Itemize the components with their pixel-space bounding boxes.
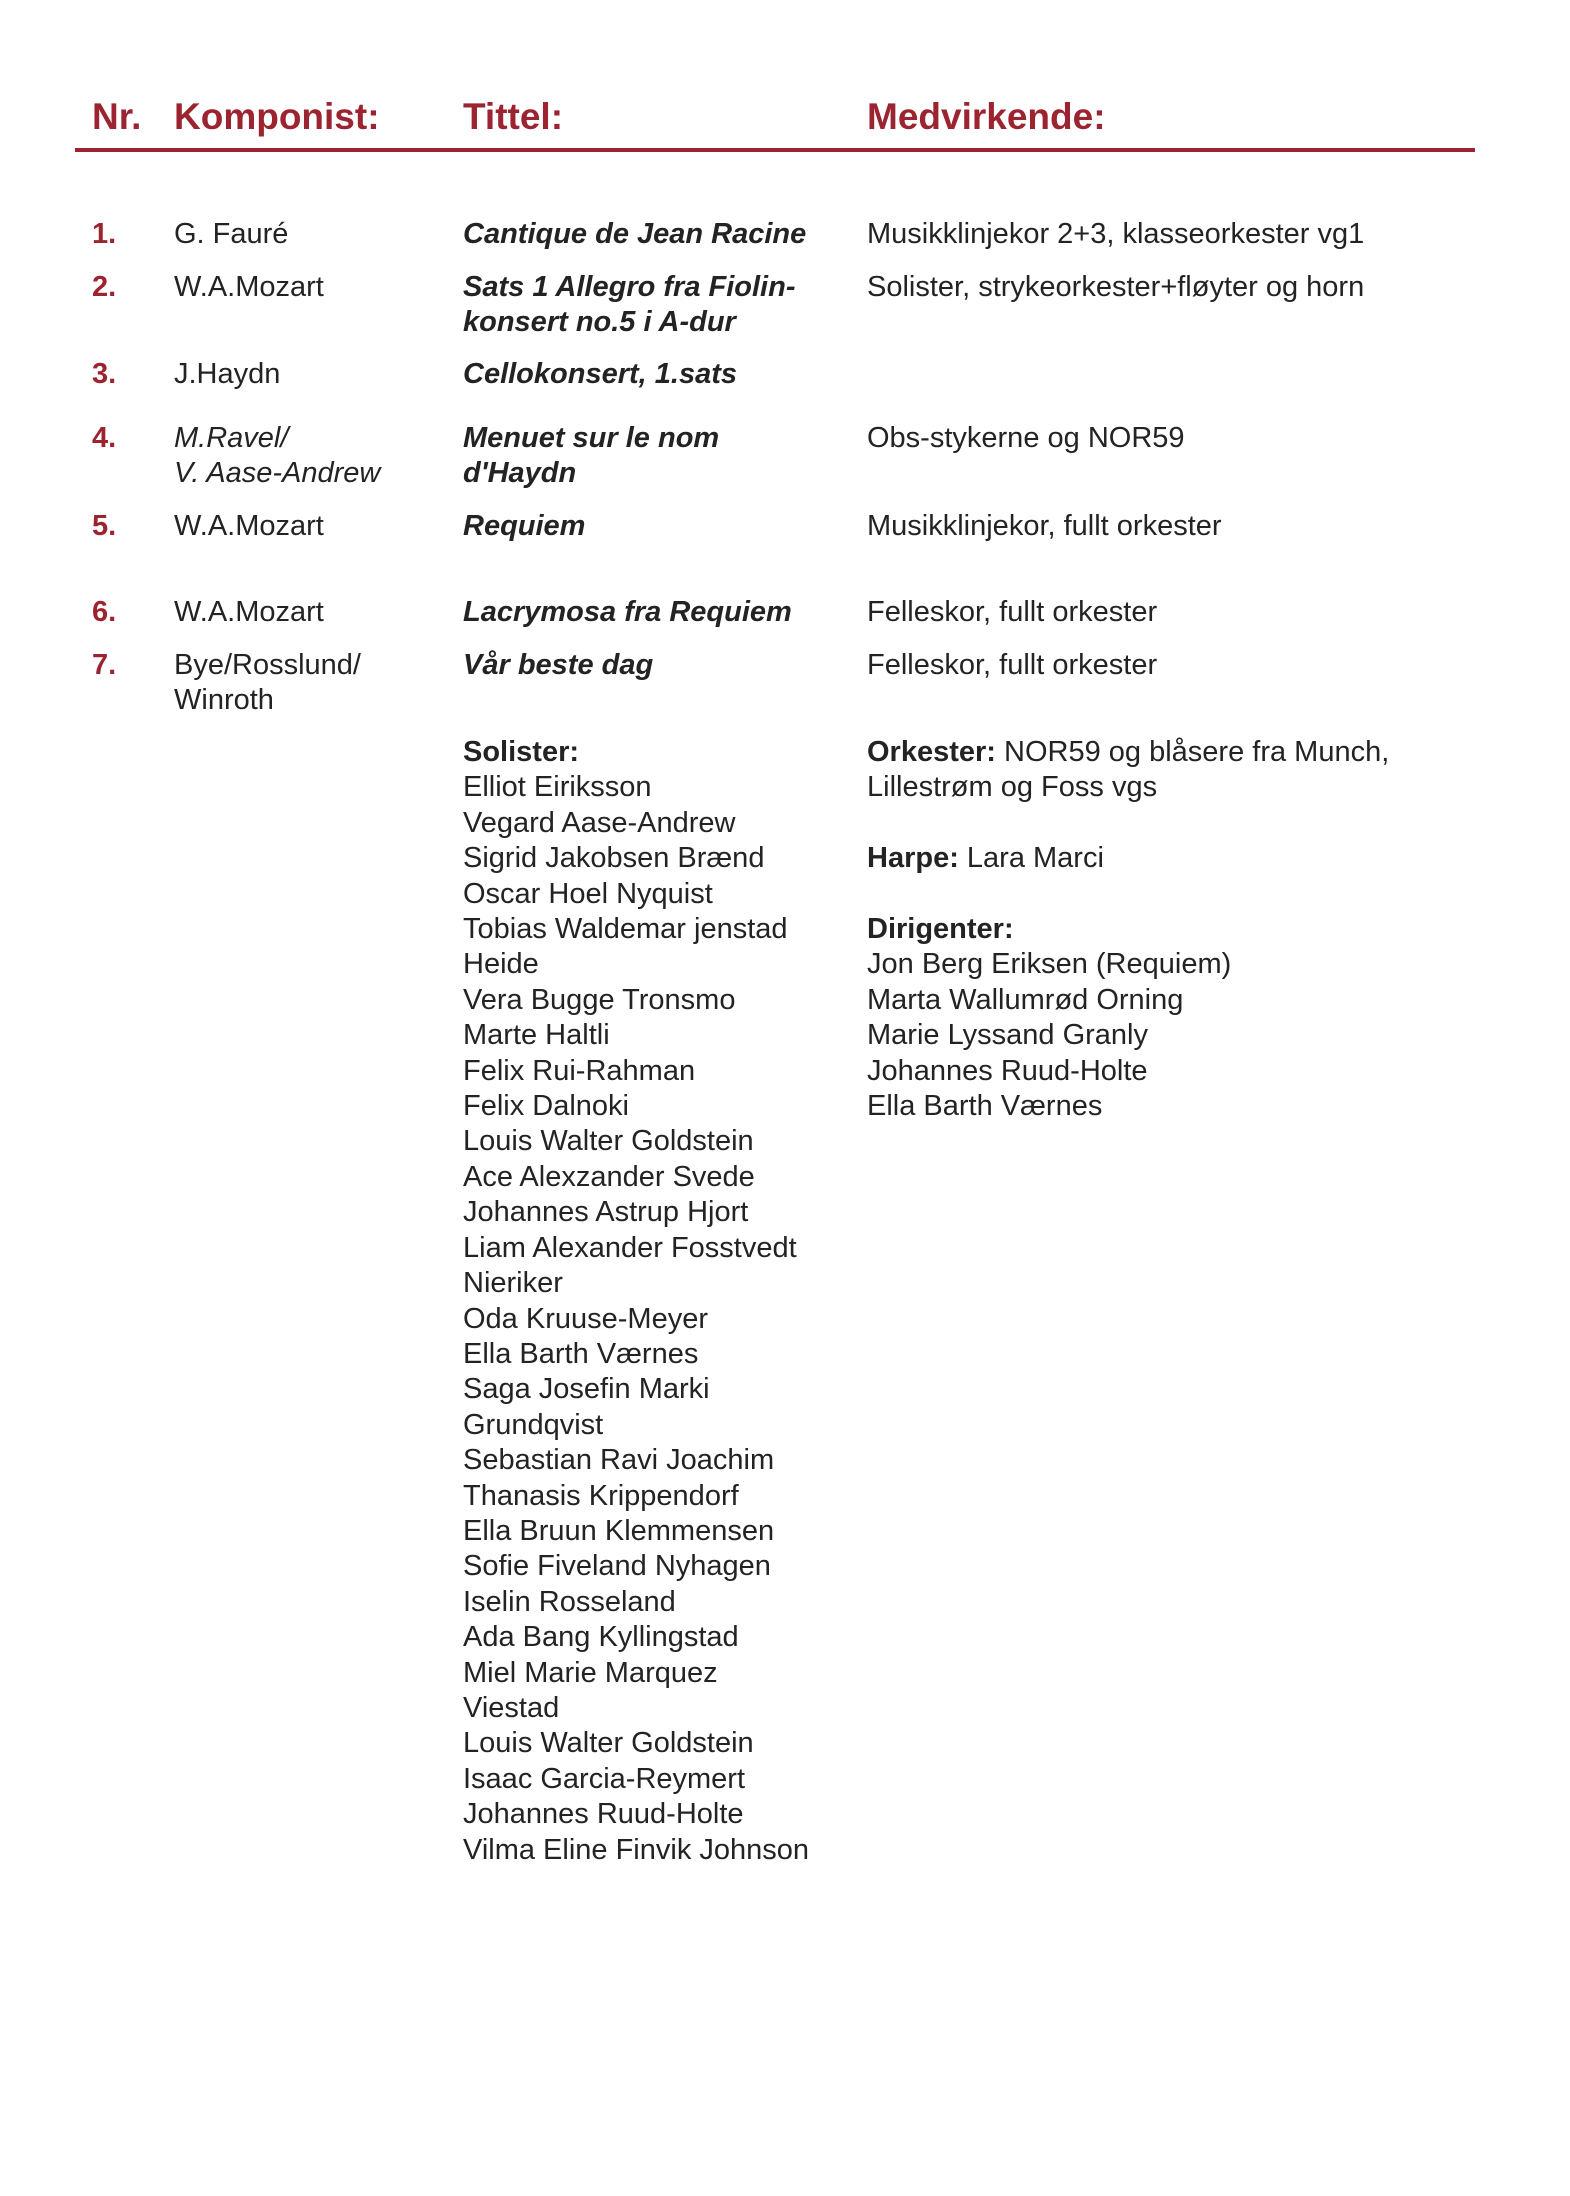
piece-title: Vår beste dag: [463, 649, 654, 681]
header-tittel: Tittel:: [463, 96, 564, 137]
composer: W.A.Mozart: [174, 510, 324, 542]
performers: Felleskor, fullt orkester: [867, 596, 1158, 628]
row-number: 1.: [92, 218, 117, 250]
row-number: 5.: [92, 510, 117, 542]
piece-title: Lacrymosa fra Requiem: [463, 596, 792, 628]
soloist-name: Liam Alexander Fosstvedt: [463, 1231, 797, 1264]
soloist-name: Felix Rui-Rahman: [463, 1054, 696, 1087]
soloist-name: Johannes Ruud-Holte: [463, 1798, 744, 1831]
harpe-value: Lara Marci: [958, 842, 1104, 875]
row-number: 6.: [92, 596, 117, 628]
piece-title: Requiem: [463, 510, 586, 542]
performers: Felleskor, fullt orkester: [867, 649, 1158, 681]
soloist-name: Marte Haltli: [463, 1019, 610, 1052]
piece-title: d'Haydn: [463, 457, 577, 490]
performers: Musikklinjekor, fullt orkester: [867, 510, 1222, 542]
soloist-name: Felix Dalnoki: [463, 1090, 629, 1123]
composer: W.A.Mozart: [174, 271, 324, 303]
soloist-name: Nieriker: [463, 1267, 563, 1300]
soloist-name: Iselin Rosseland: [463, 1585, 676, 1618]
row-number: 3.: [92, 358, 117, 390]
piece-title: Cantique de Jean Racine: [463, 218, 807, 250]
soloist-name: Ada Bang Kyllingstad: [463, 1621, 739, 1654]
conductor-name: Johannes Ruud-Holte: [867, 1054, 1148, 1087]
soloist-name: Sigrid Jakobsen Brænd: [463, 842, 765, 875]
soloist-name: Oscar Hoel Nyquist: [463, 877, 713, 910]
composer: W.A.Mozart: [174, 596, 324, 628]
row-number: 2.: [92, 271, 117, 303]
piece-title: Sats 1 Allegro fra Fiolin-: [463, 271, 796, 303]
soloist-name: Ella Barth Værnes: [463, 1337, 699, 1370]
row-number: 4.: [92, 422, 117, 454]
header-medvirkende: Medvirkende:: [867, 96, 1106, 137]
conductor-name: Marie Lyssand Granly: [867, 1019, 1148, 1052]
conductor-name: Marta Wallumrød Orning: [867, 983, 1184, 1016]
composer: V. Aase-Andrew: [174, 457, 381, 490]
soloist-name: Viestad: [463, 1691, 560, 1724]
credits-section: [867, 735, 1467, 1124]
soloist-name: Isaac Garcia-Reymert: [463, 1762, 746, 1795]
row-number: 7.: [92, 649, 117, 681]
soloist-name: Sebastian Ravi Joachim: [463, 1444, 775, 1477]
orkester-line-1: NOR59 og blåsere fra Munch,: [995, 736, 1390, 768]
soloist-name: Ella Bruun Klemmensen: [463, 1514, 775, 1547]
conductor-name: Jon Berg Eriksen (Requiem): [867, 948, 1232, 981]
composer: Bye/Rosslund/: [174, 649, 361, 681]
soloist-name: Louis Walter Goldstein: [463, 1727, 754, 1760]
performers: Solister, strykeorkester+fløyter og horn: [867, 271, 1365, 303]
orkester-label: Orkester:: [867, 736, 996, 768]
solister-section: [463, 735, 809, 1868]
composer: G. Fauré: [174, 218, 289, 250]
solister-label: Solister:: [463, 736, 580, 768]
conductor-name: Ella Barth Værnes: [867, 1090, 1103, 1123]
soloist-name: Louis Walter Goldstein: [463, 1125, 754, 1158]
piece-title: konsert no.5 i A-dur: [463, 306, 736, 339]
soloist-name: Vegard Aase-Andrew: [463, 806, 736, 839]
soloist-name: Johannes Astrup Hjort: [463, 1196, 749, 1229]
soloist-name: Oda Kruuse-Meyer: [463, 1302, 708, 1335]
harpe-label: Harpe:: [867, 842, 959, 875]
soloist-name: Tobias Waldemar jenstad: [463, 913, 788, 946]
performers: Musikklinjekor 2+3, klasseorkester vg1: [867, 218, 1365, 250]
piece-title: Cellokonsert, 1.sats: [463, 358, 737, 390]
soloist-name: Heide: [463, 948, 539, 981]
performers: Obs-stykerne og NOR59: [867, 422, 1185, 454]
soloist-name: Sofie Fiveland Nyhagen: [463, 1550, 771, 1583]
soloist-name: Grundqvist: [463, 1408, 604, 1441]
header-komponist: Komponist:: [174, 96, 380, 137]
header-divider: [75, 148, 1475, 152]
soloist-name: Saga Josefin Marki: [463, 1373, 710, 1406]
orkester-line-2: Lillestrøm og Foss vgs: [867, 771, 1158, 804]
piece-title: Menuet sur le nom: [463, 422, 720, 454]
soloist-name: Ace Alexzander Svede: [463, 1160, 755, 1193]
composer: Winroth: [174, 684, 274, 717]
soloist-name: Vera Bugge Tronsmo: [463, 983, 736, 1016]
soloist-name: Thanasis Krippendorf: [463, 1479, 739, 1512]
soloist-name: Elliot Eiriksson: [463, 771, 652, 804]
header-nr: Nr.: [92, 96, 142, 137]
composer: J.Haydn: [174, 358, 281, 390]
composer: M.Ravel/: [174, 422, 289, 454]
soloist-name: Miel Marie Marquez: [463, 1656, 718, 1689]
soloist-name: Vilma Eline Finvik Johnson: [463, 1833, 810, 1866]
dirigenter-label: Dirigenter:: [867, 913, 1014, 946]
